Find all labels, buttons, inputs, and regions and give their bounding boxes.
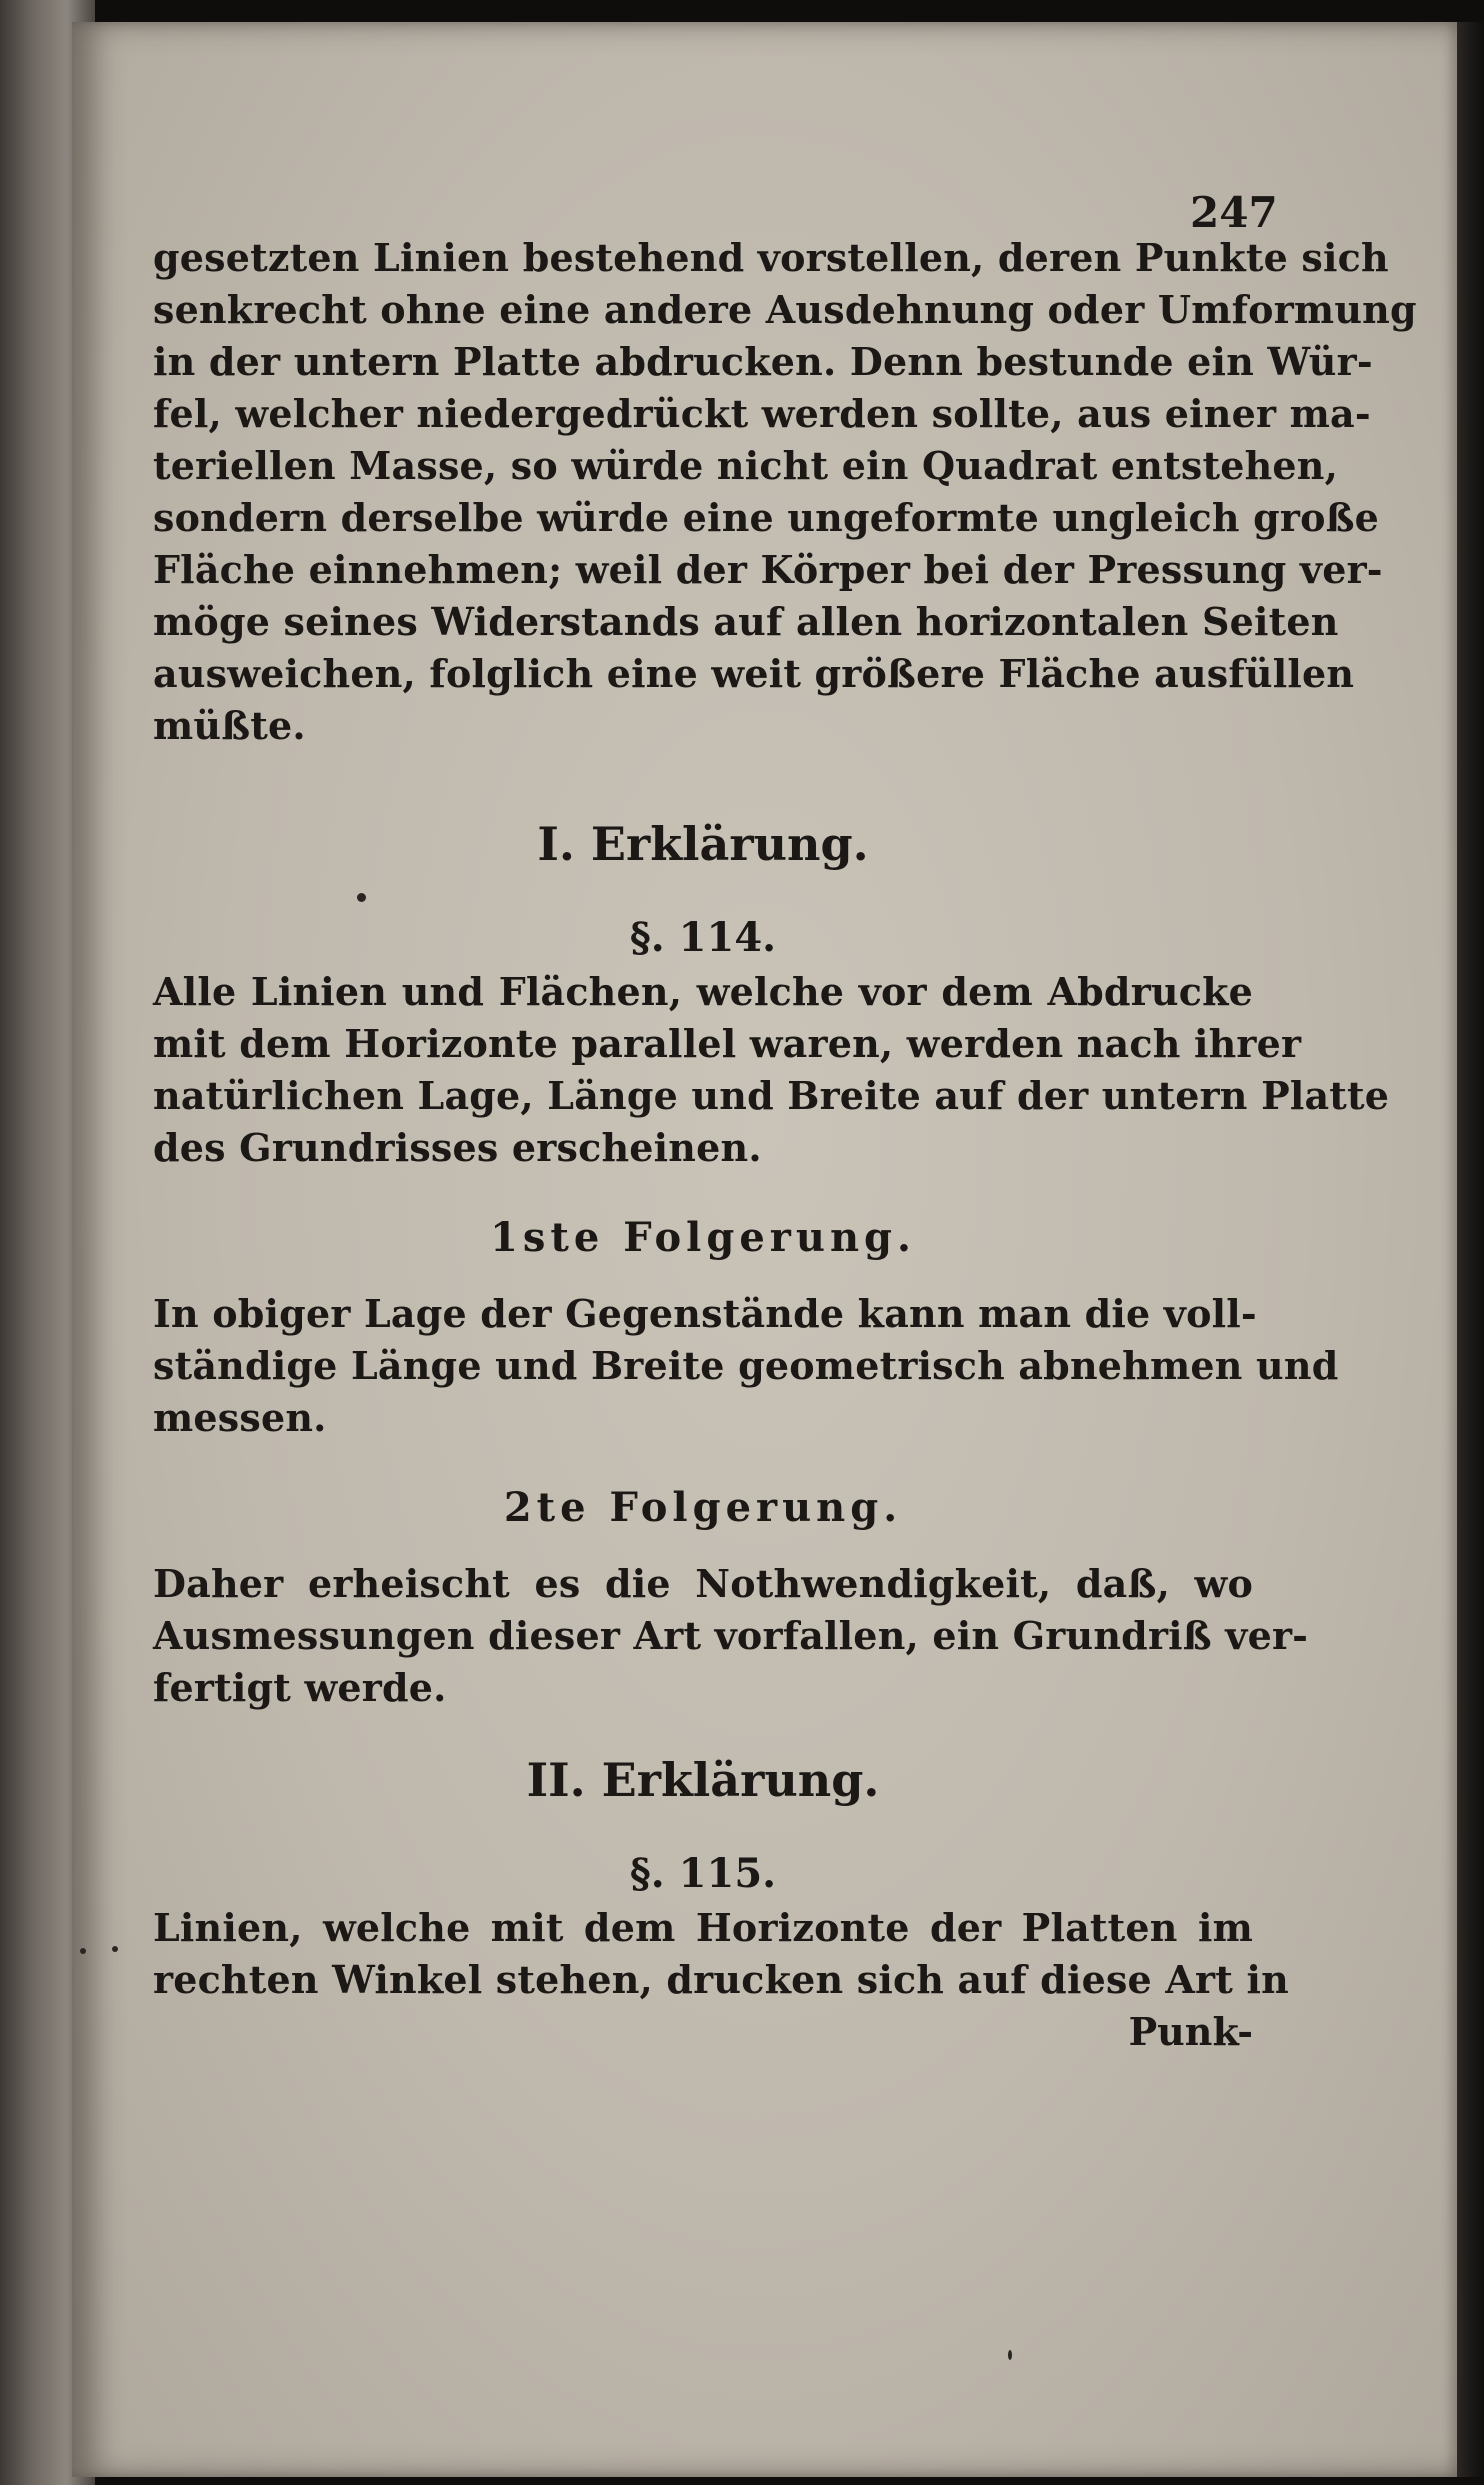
text-line: fertigt werde. bbox=[153, 1665, 447, 1710]
text-line: messen. bbox=[153, 1395, 327, 1440]
subhead-folgerung-2: 2te Folgerung. bbox=[503, 1484, 903, 1531]
text-line: gesetzten Linien bestehend vorstellen, deren Punkte sich bbox=[153, 235, 1389, 280]
text-line: Alle Linien und Flächen, welche vor dem Abdrucke bbox=[153, 969, 1253, 1014]
text-line: des Grundrisses erscheinen. bbox=[153, 1125, 762, 1170]
text-line: in der untern Platte abdrucken. Denn bestunde ein Wür- bbox=[153, 339, 1373, 384]
text-line: fel, welcher niedergedrückt werden sollte, aus einer ma- bbox=[153, 391, 1371, 436]
text-line: In obiger Lage der Gegenstände kann man die voll- bbox=[153, 1291, 1257, 1336]
section-number-115: §. 115. bbox=[629, 1850, 777, 1897]
page-number: 247 bbox=[1190, 188, 1278, 237]
text-line: natürlichen Lage, Länge und Breite auf der untern Platte bbox=[153, 1073, 1390, 1118]
text-line: rechten Winkel stehen, drucken sich auf diese Art in bbox=[153, 1957, 1289, 2002]
heading-erklaerung-2: II. Erklärung. bbox=[526, 1753, 880, 1807]
page-edge-shadow bbox=[1457, 22, 1484, 2477]
paragraph-3 bbox=[153, 1288, 1339, 1444]
text-line: senkrecht ohne eine andere Ausdehnung oder Umformung bbox=[153, 287, 1417, 332]
text-line: ständige Länge und Breite geometrisch abnehmen und bbox=[153, 1343, 1339, 1388]
ink-speck bbox=[1008, 2350, 1012, 2360]
text-line: sondern derselbe würde eine ungeformte ungleich große bbox=[153, 495, 1380, 540]
text-line: müßte. bbox=[153, 703, 306, 748]
text-line: Fläche einnehmen; weil der Körper bei der Pressung ver- bbox=[153, 547, 1383, 592]
paragraph-1 bbox=[153, 232, 1417, 752]
ink-speck bbox=[112, 1946, 118, 1952]
paragraph-4 bbox=[153, 1558, 1309, 1714]
catchword: Punk- bbox=[1128, 2009, 1253, 2054]
text-line: Linien, welche mit dem Horizonte der Platten im bbox=[153, 1905, 1253, 1950]
paragraph-5 bbox=[153, 1902, 1289, 2006]
text-line: Ausmessungen dieser Art vorfallen, ein Grundriß ver- bbox=[153, 1613, 1309, 1658]
heading-erklaerung-1: I. Erklärung. bbox=[537, 817, 869, 871]
text-block bbox=[153, 170, 1417, 2058]
text-line: Daher erheischt es die Nothwendigkeit, daß, wo bbox=[153, 1561, 1253, 1606]
paragraph-2 bbox=[153, 966, 1390, 1174]
text-line: teriellen Masse, so würde nicht ein Quadrat entstehen, bbox=[153, 443, 1339, 488]
text-line: möge seines Widerstands auf allen horizontalen Seiten bbox=[153, 599, 1339, 644]
text-line: ausweichen, folglich eine weit größere Fläche ausfüllen bbox=[153, 651, 1355, 696]
text-line: mit dem Horizonte parallel waren, werden nach ihrer bbox=[153, 1021, 1302, 1066]
section-number-114: §. 114. bbox=[629, 914, 777, 961]
subhead-folgerung-1: 1ste Folgerung. bbox=[490, 1214, 916, 1261]
ink-speck bbox=[80, 1948, 86, 1954]
